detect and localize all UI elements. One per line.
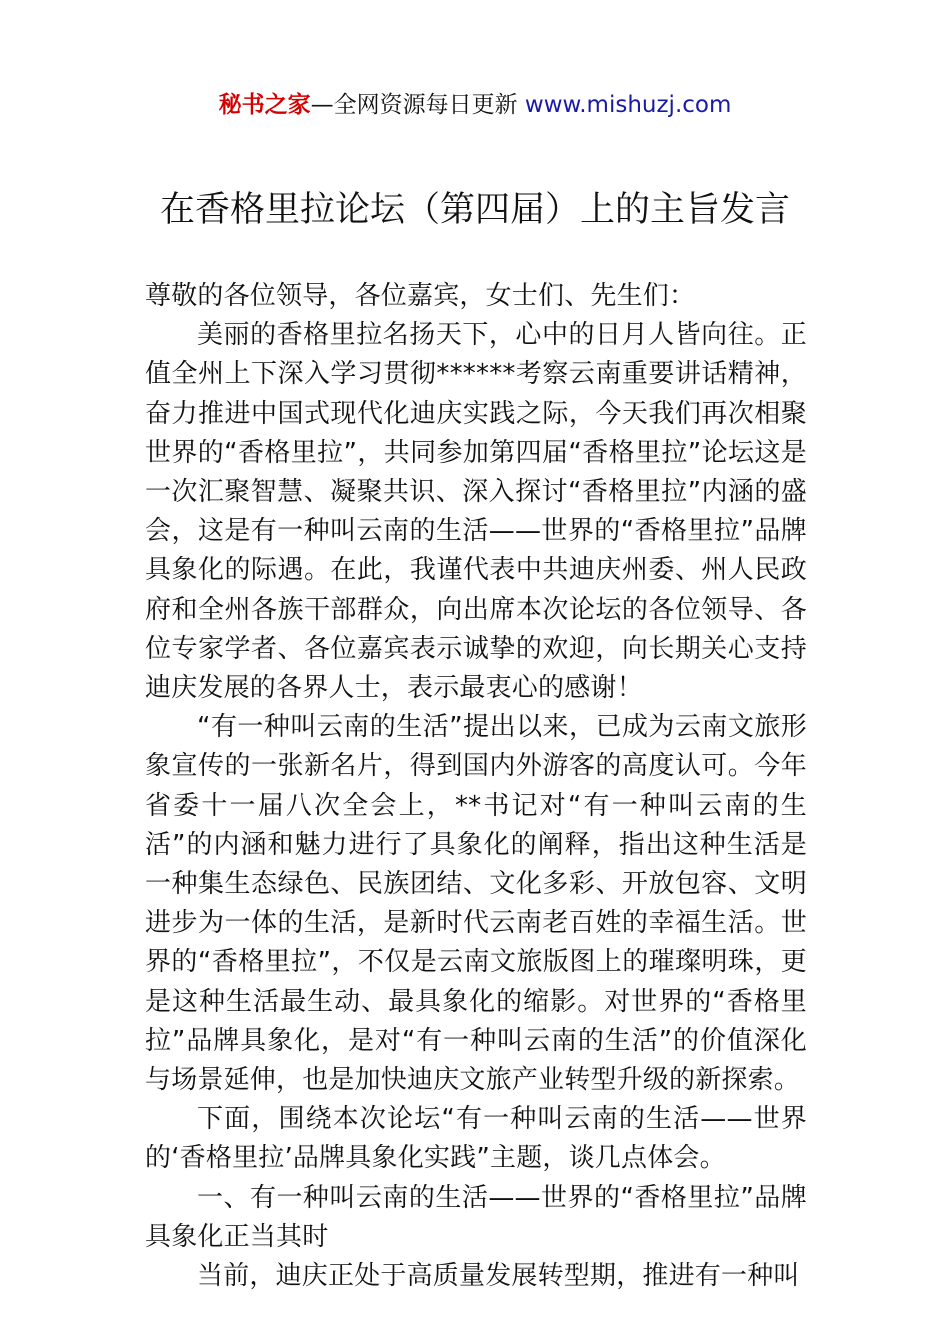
site-brand: 秘书之家 [218, 92, 311, 118]
paragraph-yunnan-life: “有一种叫云南的生活”提出以来，已成为云南文旅形象宣传的一张新名片，得到国内外游客的高度认可。今年省委十一届八次全会上，**书记对“有一种叫云南的生活”的内涵和魅力进行了具象化的阐释，指出这种生活是一种集生态绿色、民族团结、文化多彩、开放包容、文明进步为一体的生活，是新时代云南老百姓的幸福生活。世界的“香格里拉”，不仅是云南文旅版图上的璀璨明珠，更是这种生活最生动、最具象化的缩影。对世界的“香格里拉”品牌具象化，是对“有一种叫云南的生活”的价值深化与场景延伸，也是加快迪庆文旅产业转型升级的新探索。 [145, 712, 807, 1096]
paragraph-current-situation: 当前，迪庆正处于高质量发展转型期，推进有一种叫 [197, 1261, 800, 1292]
paragraph-opening: 美丽的香格里拉名扬天下，心中的日月人皆向往。正值全州上下深入学习贯彻******考察云南重要讲话精神，奋力推进中国式现代化迪庆实践之际，今天我们再次相聚世界的“香格里拉”，共同参加第四届“香格里拉”论坛这是一次汇聚智慧、凝聚共识、深入探讨“香格里拉”内涵的盛会，这是有一种叫云南的生活——世界的“香格里拉”品牌具象化的际遇。在此，我谨代表中共迪庆州委、州人民政府和全州各族干部群众，向出席本次论坛的各位领导、各位专家学者、各位嘉宾表示诚挚的欢迎，向长期关心支持迪庆发展的各界人士，表示最衷心的感谢！ [145, 320, 807, 704]
document-title: 在香格里拉论坛（第四届）上的主旨发言 [159, 190, 790, 230]
document-body [145, 277, 807, 1296]
site-url-link[interactable]: www.mishuzj.com [524, 92, 732, 118]
paragraph-topic-intro: 下面，围绕本次论坛“有一种叫云南的生活——世界的‘香格里拉’品牌具象化实践”主题，谈几点体会。 [145, 1104, 807, 1174]
site-header [0, 88, 950, 122]
section-heading-1: 一、有一种叫云南的生活——世界的“香格里拉”品牌具象化正当其时 [145, 1182, 807, 1252]
salutation: 尊敬的各位领导，各位嘉宾，女士们、先生们： [145, 281, 696, 311]
site-tagline: —全网资源每日更新 [310, 92, 525, 118]
